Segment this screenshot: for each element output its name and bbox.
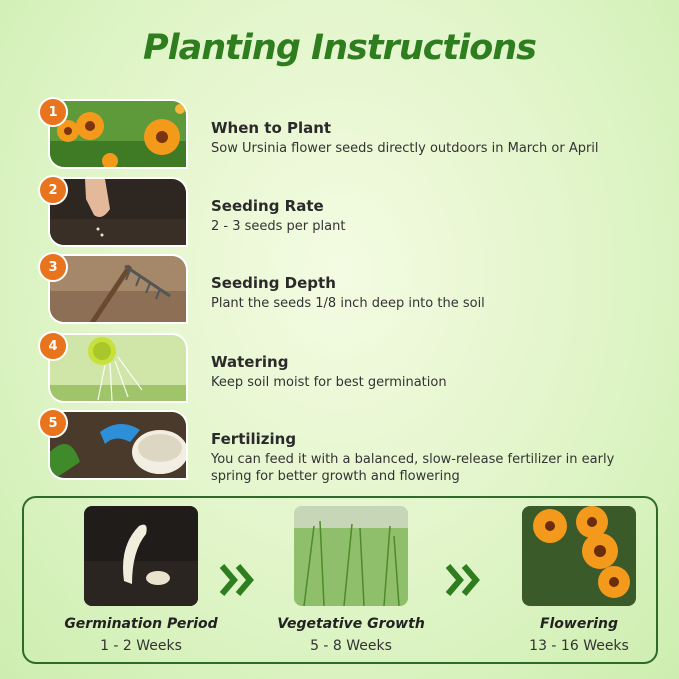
step-description: Sow Ursinia flower seeds directly outdoors in March or April (211, 141, 599, 156)
step-seeding-depth (38, 254, 658, 324)
step-title: Seeding Rate (211, 197, 324, 215)
green-foliage-photo (294, 506, 408, 606)
step-fertilizing (38, 410, 658, 484)
stage-name: Flowering (539, 616, 619, 632)
step-seeding-rate (38, 177, 658, 247)
stage-vegetative (256, 506, 456, 656)
stage-flowering (484, 506, 679, 656)
step-watering (38, 333, 658, 403)
stage-name: Vegetative Growth (277, 616, 425, 632)
stage-name: Germination Period (64, 616, 218, 632)
step-when-to-plant (38, 99, 658, 169)
step-number-badge: 1 (38, 97, 68, 127)
step-number-badge: 4 (38, 331, 68, 361)
step-description: Plant the seeds 1/8 inch deep into the soil (211, 296, 485, 311)
step-title: Seeding Depth (211, 274, 336, 292)
step-title: Fertilizing (211, 430, 297, 448)
stage-duration: 5 - 8 Weeks (310, 638, 392, 654)
double-chevron-right-icon (444, 560, 488, 600)
orange-flowers-photo (48, 99, 188, 169)
growth-timeline (22, 496, 658, 664)
stage-duration: 13 - 16 Weeks (529, 638, 629, 654)
step-number-badge: 2 (38, 175, 68, 205)
step-description: 2 - 3 seeds per plant (211, 219, 346, 234)
sprouting-seed-photo (84, 506, 198, 606)
step-description: You can feed it with a balanced, slow-release fertilizer in early spring for better growth and flowering (211, 452, 615, 484)
stage-duration: 1 - 2 Weeks (100, 638, 182, 654)
watering-can-photo (48, 333, 188, 403)
hand-sowing-seeds-photo (48, 177, 188, 247)
orange-flowers-photo (522, 506, 636, 606)
page-title: Planting Instructions (142, 28, 537, 68)
fertilizer-bowl-photo (48, 410, 188, 480)
step-description: Keep soil moist for best germination (211, 375, 447, 390)
stage-germination (46, 506, 246, 656)
rake-soil-photo (48, 254, 188, 324)
step-number-badge: 3 (38, 252, 68, 282)
step-number-badge: 5 (38, 408, 68, 438)
step-title: When to Plant (211, 119, 332, 137)
step-title: Watering (211, 353, 289, 371)
